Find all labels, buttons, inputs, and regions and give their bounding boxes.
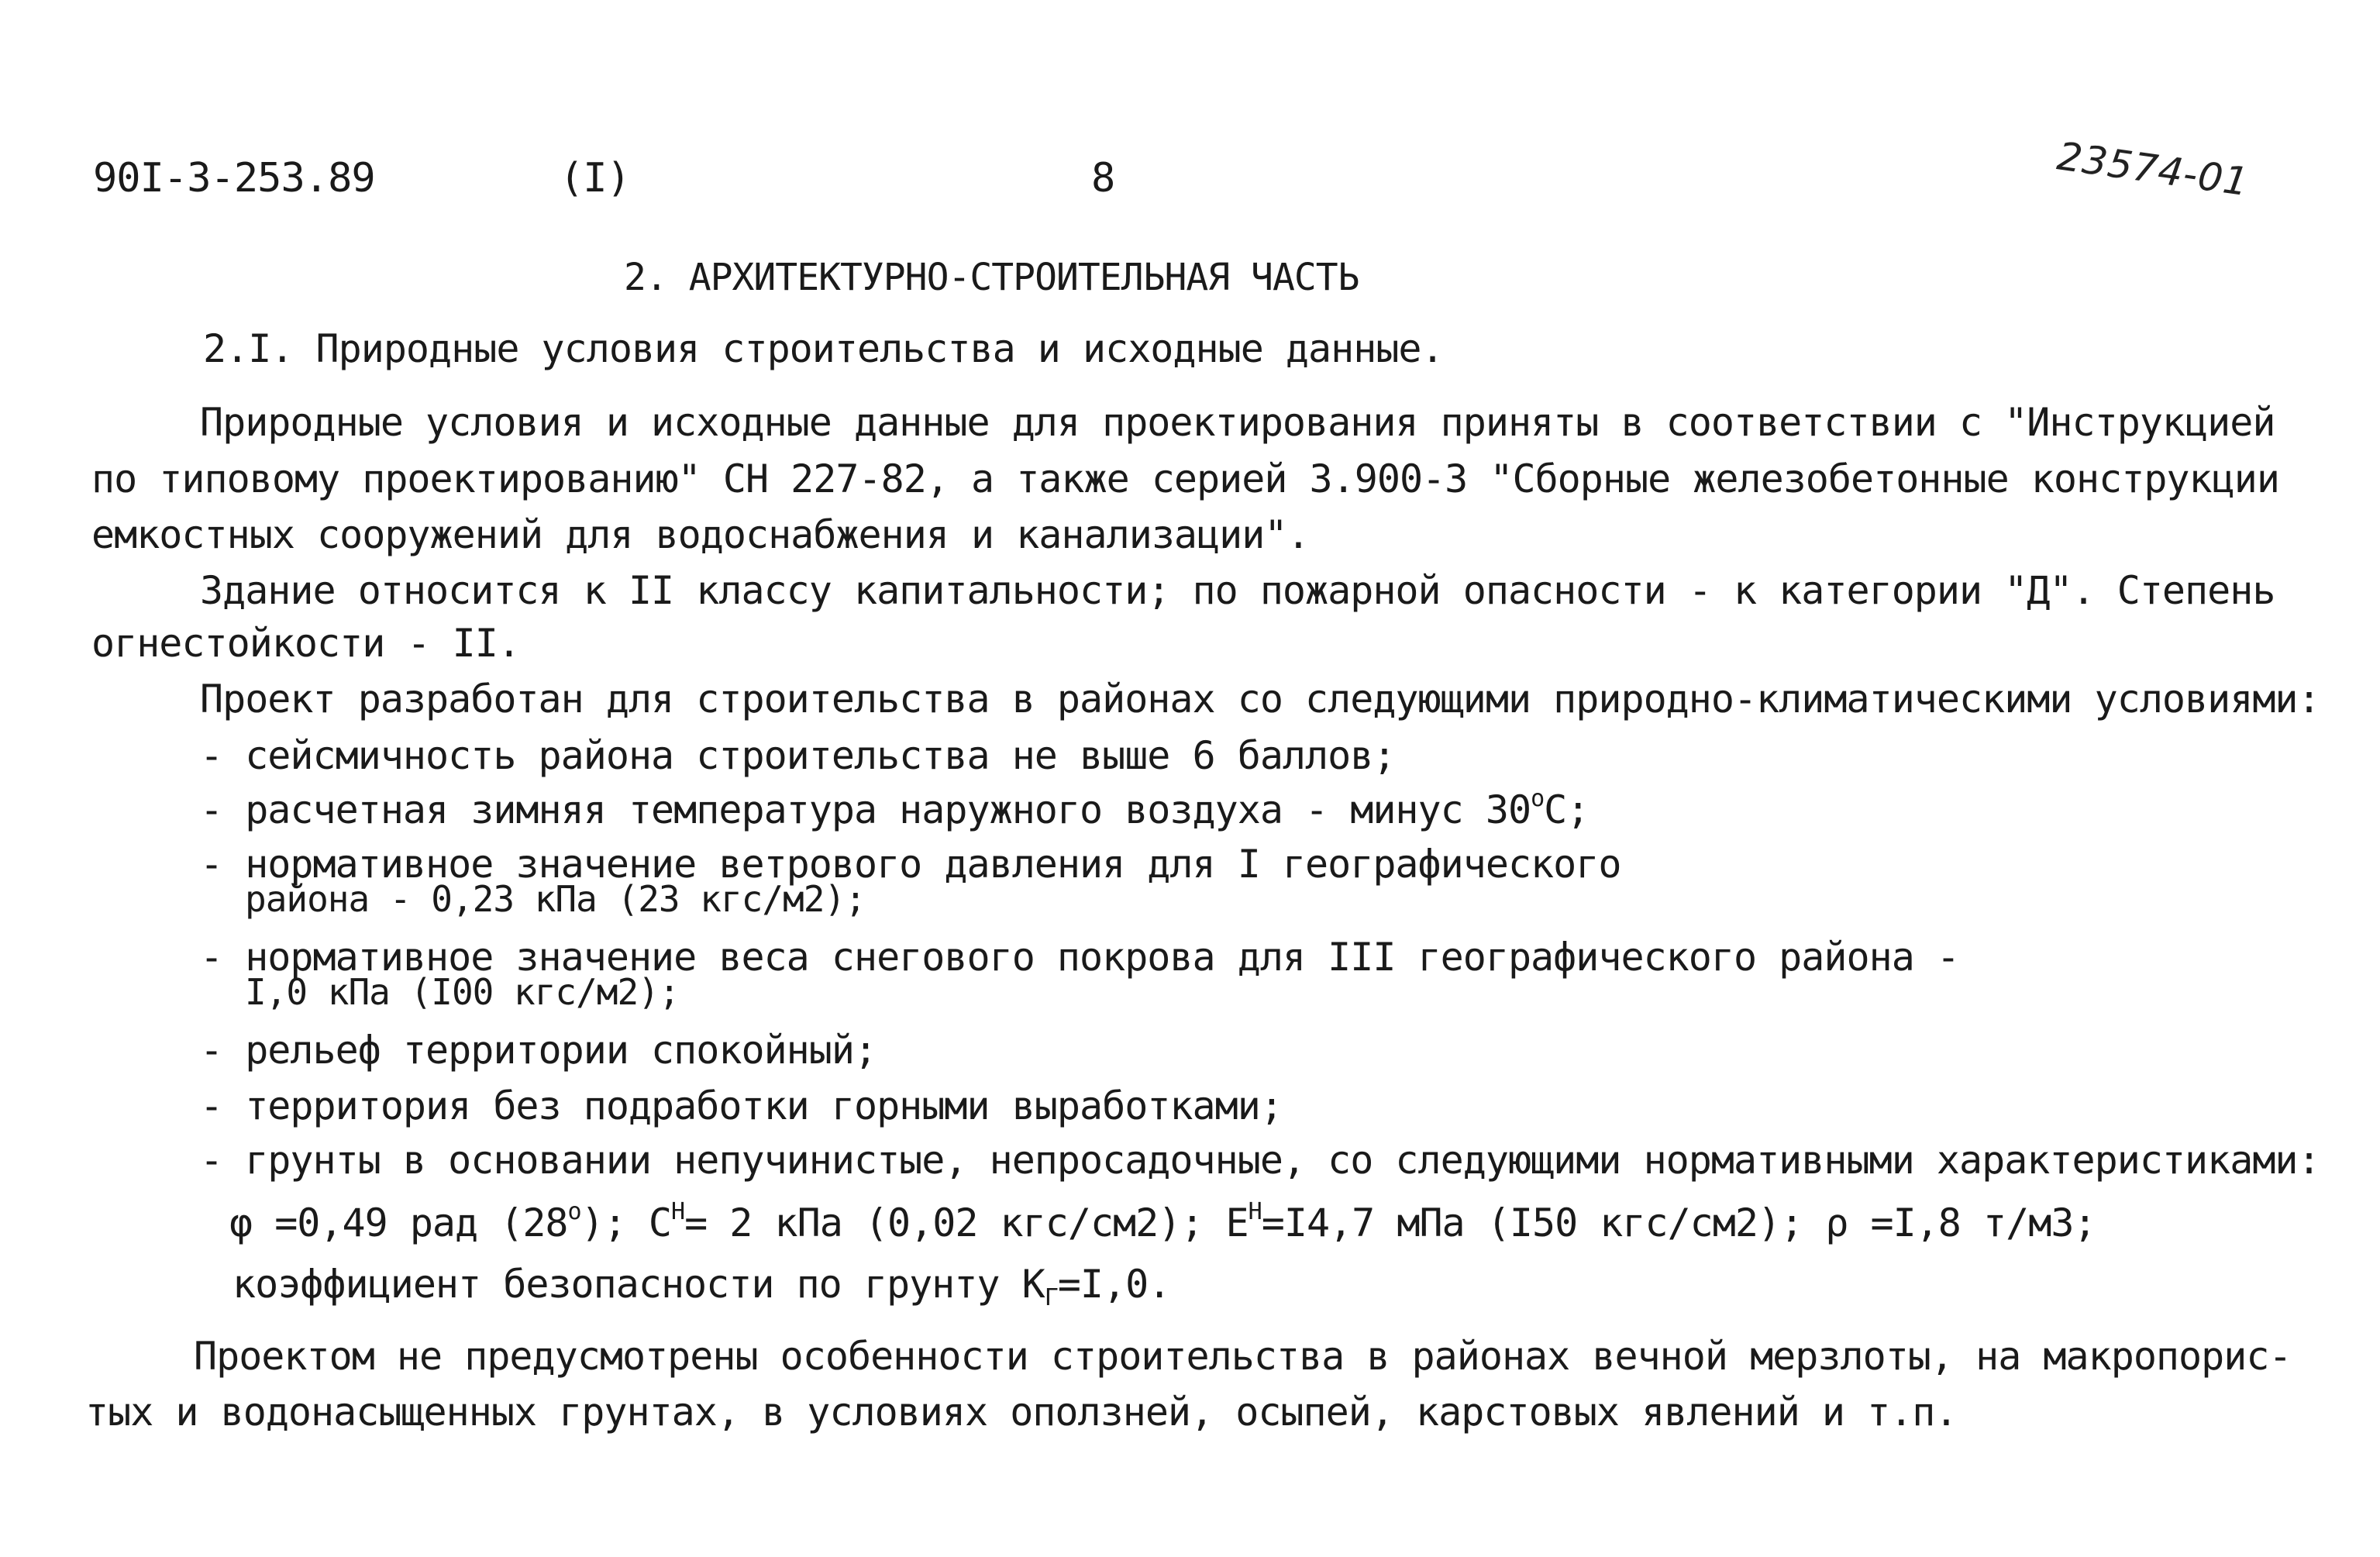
list-item-continuation: I,0 кПа (I00 кгс/м2); — [245, 971, 680, 1013]
paragraph-line: по типовому проектированию" СН 227-82, а также серией 3.900-3 "Сборные железобетонные конструкции — [91, 456, 2279, 501]
paragraph-line: Проект разработан для строительства в районах со следующими природно-климатическими условиями: — [200, 677, 2320, 722]
paragraph-line: Природные условия и исходные данные для проектирования приняты в соответствии с "Инструкцией — [200, 400, 2275, 445]
paragraph-line: огнестойкости - II. — [91, 621, 520, 666]
document-code: 90I-3-253.89 — [93, 155, 375, 202]
list-item: - территория без подработки горными выработками; — [200, 1083, 1283, 1128]
soil-parameters: φ =0,49 рад $(28^о)$; $С^Н= 2$ кПа (0,02 кгс/см2); $Е^Н=I4,7$ мПа (I50 кгс/см2); ρ =I,8 т/м3; — [229, 1198, 2096, 1245]
subsection-title: 2.I. Природные условия строительства и исходные данные. — [203, 326, 1444, 371]
list-item: - сейсмичность района строительства не выше 6 баллов; — [200, 733, 1396, 778]
paragraph-line: Проектом не предусмотрены особенности строительства в районах вечной мерзлоты, на макропорис- — [194, 1334, 2292, 1379]
list-item: - грунты в основании непучинистые, непросадочные, со следующими нормативными характеристиками: — [200, 1138, 2320, 1183]
safety-coefficient: коэффициент безопасности по грунту $К_Г=I,0$. — [232, 1262, 1171, 1311]
list-item: - расчетная зимняя температура наружного воздуха - минус $30^оС$; — [200, 785, 1590, 832]
list-item: - нормативное значение ветрового давления для I географического — [200, 842, 1621, 887]
section-title: 2. АРХИТЕКТУРНО-СТРОИТЕЛЬНАЯ ЧАСТЬ — [624, 256, 1359, 299]
paragraph-line: Здание относится к II классу капитальности; по пожарной опасности - к категории "Д". Степень — [200, 568, 2275, 613]
handwritten-number: 23574-01 — [2054, 133, 2252, 205]
paragraph-line: емкостных сооружений для водоснабжения и канализации". — [91, 512, 1310, 557]
page-number: 8 — [1091, 155, 1115, 202]
part-number: (I) — [560, 155, 630, 202]
list-item: - нормативное значение веса снегового покрова для III географического района - — [200, 935, 1959, 980]
list-item: - рельеф территории спокойный; — [200, 1028, 877, 1073]
paragraph-line: тых и водонасыщенных грунтах, в условиях оползней, осыпей, карстовых явлений и т.п. — [85, 1390, 1958, 1435]
list-item-continuation: района - 0,23 кПа (23 кгс/м2); — [245, 878, 866, 920]
